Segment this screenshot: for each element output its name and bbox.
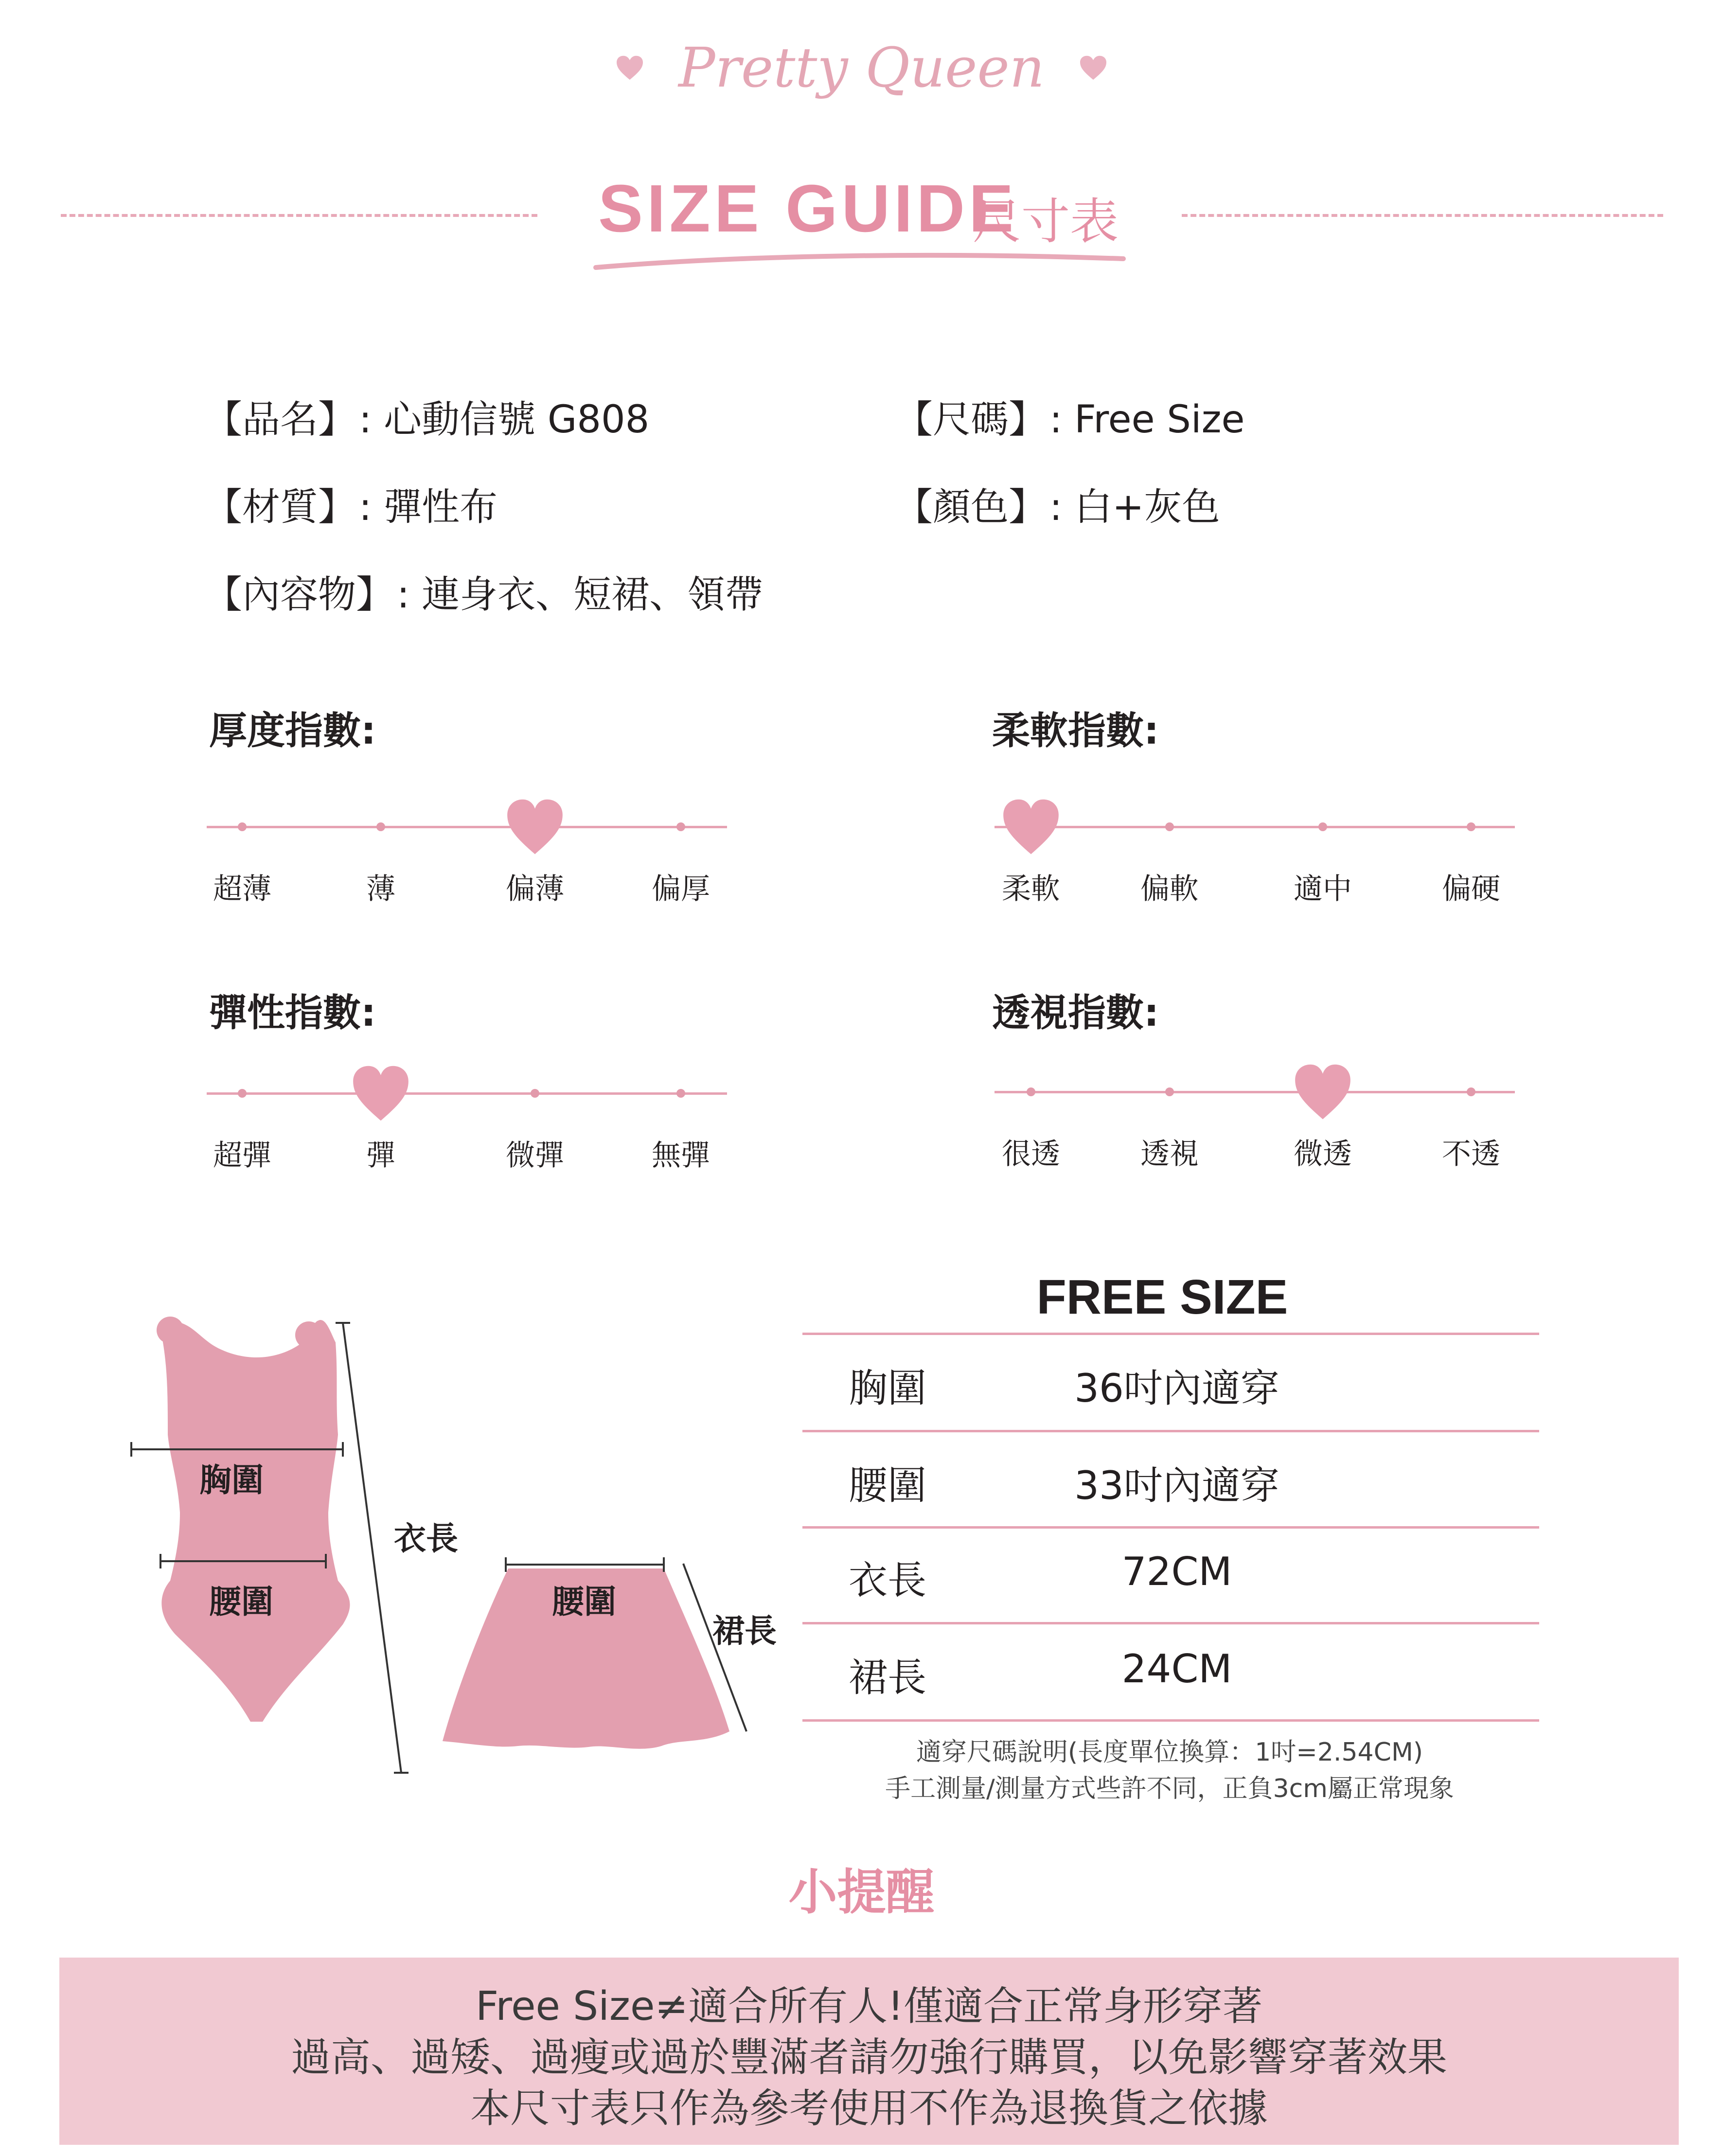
product-size: 【尺碼】: Free Size bbox=[895, 398, 1245, 442]
sheerness-scale-label: 不透 bbox=[1442, 1137, 1500, 1171]
product-contents: 【內容物】: 連身衣、短裙、領帶 bbox=[204, 573, 764, 617]
thickness-scale-label: 偏薄 bbox=[506, 872, 564, 906]
elasticity-scale-label: 超彈 bbox=[213, 1139, 271, 1173]
bodysuit-length-label: 衣長 bbox=[394, 1520, 458, 1557]
elasticity-scale-dot bbox=[531, 1089, 539, 1098]
table-divider bbox=[802, 1719, 1539, 1722]
thickness-scale-label: 超薄 bbox=[213, 872, 271, 906]
table-row-value: 72CM bbox=[1121, 1549, 1232, 1594]
thickness-title: 厚度指數: bbox=[209, 709, 376, 753]
softness-scale-label: 適中 bbox=[1294, 872, 1352, 906]
elasticity-scale-line bbox=[207, 1092, 727, 1095]
skirt-length-label: 裙長 bbox=[712, 1612, 777, 1650]
reminder-line: 本尺寸表只作為參考使用不作為退換貨之依據 bbox=[470, 2085, 1268, 2132]
table-row-value: 36吋內適穿 bbox=[1074, 1366, 1279, 1411]
measure-note: 手工測量/測量方式些許不同，正負3cm屬正常現象 bbox=[885, 1774, 1454, 1803]
softness-scale-dot bbox=[1165, 822, 1174, 831]
thickness-scale-dot bbox=[676, 822, 685, 831]
brush-underline bbox=[593, 248, 1128, 272]
softness-title: 柔軟指數: bbox=[992, 709, 1159, 753]
table-row-label: 腰圍 bbox=[849, 1463, 926, 1508]
table-divider bbox=[802, 1526, 1539, 1529]
title-en: SIZE GUIDE bbox=[598, 171, 1018, 246]
sheerness-scale-label: 很透 bbox=[1002, 1137, 1060, 1171]
thickness-scale-label: 偏厚 bbox=[652, 872, 710, 906]
table-row-value: 24CM bbox=[1121, 1646, 1232, 1692]
brand-name: Pretty Queen bbox=[678, 36, 1045, 100]
elasticity-scale-dot bbox=[238, 1089, 247, 1098]
sheerness-title: 透視指數: bbox=[992, 991, 1159, 1035]
table-row-label: 衣長 bbox=[849, 1558, 926, 1603]
table-header: FREE SIZE bbox=[1036, 1270, 1288, 1324]
softness-scale-label: 偏硬 bbox=[1442, 872, 1500, 906]
table-row-value: 33吋內適穿 bbox=[1074, 1463, 1279, 1508]
thickness-scale-dot bbox=[238, 822, 247, 831]
bodysuit-shape bbox=[161, 1320, 350, 1722]
reminder-line: 過高、過矮、過瘦或過於豐滿者請勿強行購買，以免影響穿著效果 bbox=[290, 2034, 1447, 2081]
divider bbox=[61, 214, 537, 217]
softness-scale-line bbox=[995, 826, 1515, 828]
elasticity-scale-label: 微彈 bbox=[506, 1139, 564, 1173]
sheerness-scale-dot bbox=[1027, 1087, 1035, 1096]
thickness-scale-dot bbox=[376, 822, 385, 831]
divider bbox=[1182, 214, 1663, 217]
reminder-line: Free Size≠適合所有人!僅適合正常身形穿著 bbox=[476, 1983, 1262, 2030]
heart-icon bbox=[349, 1064, 412, 1123]
softness-scale-dot bbox=[1318, 822, 1327, 831]
size-note: 適穿尺碼說明(長度單位換算：1吋=2.54CM) bbox=[916, 1738, 1423, 1767]
thickness-scale-label: 薄 bbox=[366, 872, 395, 906]
softness-scale-label: 偏軟 bbox=[1140, 872, 1199, 906]
product-name: 【品名】: 心動信號 G808 bbox=[204, 398, 650, 442]
heart-icon bbox=[1079, 53, 1108, 83]
reminder-box bbox=[59, 1958, 1679, 2145]
sheerness-scale-dot bbox=[1467, 1087, 1475, 1096]
garment-diagram bbox=[122, 1303, 802, 1800]
elasticity-scale-label: 彈 bbox=[366, 1139, 395, 1173]
title-zh: 尺寸表 bbox=[973, 193, 1119, 250]
elasticity-scale-label: 無彈 bbox=[652, 1139, 710, 1173]
table-divider bbox=[802, 1622, 1539, 1624]
product-color: 【顏色】: 白+灰色 bbox=[895, 485, 1220, 529]
elasticity-title: 彈性指數: bbox=[209, 991, 376, 1035]
bodysuit-waist-label: 腰圍 bbox=[209, 1583, 273, 1621]
bodysuit-chest-label: 胸圍 bbox=[199, 1461, 264, 1499]
table-row-label: 裙長 bbox=[849, 1655, 926, 1700]
heart-icon bbox=[999, 798, 1063, 856]
product-material: 【材質】: 彈性布 bbox=[204, 485, 498, 529]
table-divider bbox=[802, 1333, 1539, 1335]
softness-scale-dot bbox=[1467, 822, 1475, 831]
softness-scale-label: 柔軟 bbox=[1002, 872, 1060, 906]
skirt-waist-label: 腰圍 bbox=[552, 1583, 616, 1621]
size-guide-title bbox=[0, 165, 1723, 258]
sheerness-scale-label: 透視 bbox=[1140, 1137, 1199, 1171]
sheerness-scale-dot bbox=[1165, 1087, 1174, 1096]
brand-header bbox=[0, 29, 1723, 107]
sheerness-scale-label: 微透 bbox=[1294, 1137, 1352, 1171]
heart-icon bbox=[503, 798, 567, 856]
heart-icon bbox=[615, 53, 644, 83]
table-divider bbox=[802, 1430, 1539, 1432]
reminder-title: 小提醒 bbox=[788, 1864, 935, 1921]
table-row-label: 胸圍 bbox=[849, 1366, 926, 1411]
sheerness-scale-line bbox=[995, 1091, 1515, 1093]
elasticity-scale-dot bbox=[676, 1089, 685, 1098]
thickness-scale-line bbox=[207, 826, 727, 828]
heart-icon bbox=[1291, 1063, 1354, 1121]
